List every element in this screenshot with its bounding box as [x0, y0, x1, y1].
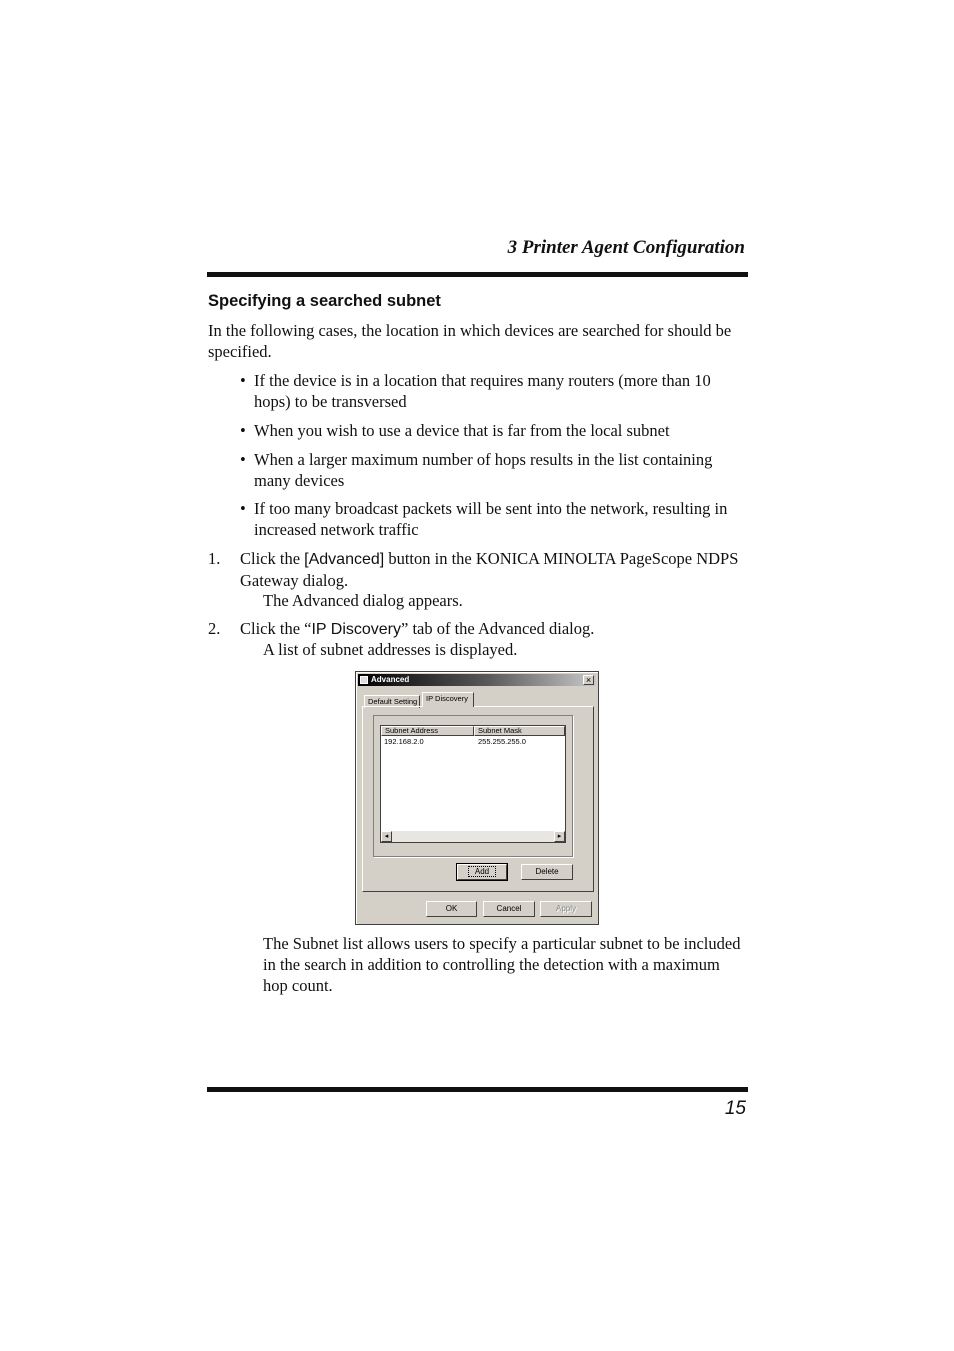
tab-panel: [362, 706, 594, 892]
dialog-title: Advanced: [371, 675, 410, 684]
scroll-left-icon[interactable]: ◂: [381, 831, 392, 842]
bullet-text: When a larger maximum number of hops results in the list containing many devices: [254, 450, 713, 490]
tab-ip-discovery[interactable]: IP Discovery: [422, 692, 474, 707]
ok-button[interactable]: OK: [426, 901, 477, 917]
subnet-list[interactable]: [380, 725, 566, 843]
printer-icon: [360, 676, 368, 684]
page-number: 15: [724, 1098, 746, 1119]
step-number: 1.: [208, 549, 221, 568]
bullet-symbol: •: [240, 499, 246, 518]
subnet-mask-cell[interactable]: 255.255.255.0: [478, 737, 526, 746]
chapter-header: 3 Printer Agent Configuration: [507, 237, 745, 258]
delete-button[interactable]: Delete: [521, 864, 573, 880]
bullet-symbol: •: [240, 371, 246, 390]
cancel-button[interactable]: Cancel: [483, 901, 535, 917]
bullet-symbol: •: [240, 421, 246, 440]
subnet-address-cell[interactable]: 192.168.2.0: [384, 737, 424, 746]
column-subnet-address[interactable]: Subnet Address: [381, 726, 474, 736]
bullet-text: If too many broadcast packets will be sent into the network, resulting in increased network traffic: [254, 499, 728, 539]
step-1-result: The Advanced dialog appears.: [263, 591, 463, 610]
scroll-right-icon[interactable]: ▸: [554, 831, 565, 842]
apply-button: Apply: [540, 901, 592, 917]
step-2-result: A list of subnet addresses is displayed.: [263, 640, 518, 659]
closing-paragraph: The Subnet list allows users to specify a particular subnet to be included in the search in addition to controlling the detection with a maximum hop count.: [263, 934, 741, 995]
step-text: Click the “IP Discovery” tab of the Advanced dialog.: [240, 619, 595, 638]
close-icon[interactable]: ×: [583, 675, 594, 685]
section-title: Specifying a searched subnet: [208, 292, 441, 310]
step-text: Click the [Advanced] button in the KONICA MINOLTA PageScope NDPS Gateway dialog.: [240, 549, 739, 590]
horizontal-scrollbar[interactable]: [381, 831, 565, 842]
advanced-dialog: [355, 671, 599, 925]
bullet-text: When you wish to use a device that is far from the local subnet: [254, 421, 670, 440]
column-subnet-mask[interactable]: Subnet Mask: [474, 726, 565, 736]
add-button[interactable]: Add: [457, 864, 507, 880]
dialog-titlebar: [358, 674, 596, 686]
bullet-text: If the device is in a location that requires many routers (more than 10 hops) to be transversed: [254, 371, 711, 411]
intro-paragraph: In the following cases, the location in which devices are searched for should be specified.: [208, 321, 732, 361]
bullet-symbol: •: [240, 450, 246, 469]
footer-rule: [207, 1087, 748, 1092]
ui-label-advanced: [Advanced]: [304, 551, 385, 568]
header-rule: [207, 272, 748, 277]
subnet-group: [373, 715, 573, 857]
tab-default-setting[interactable]: Default Setting: [364, 695, 420, 708]
step-number: 2.: [208, 619, 221, 638]
ui-label-ip-discovery: IP Discovery: [311, 621, 401, 638]
